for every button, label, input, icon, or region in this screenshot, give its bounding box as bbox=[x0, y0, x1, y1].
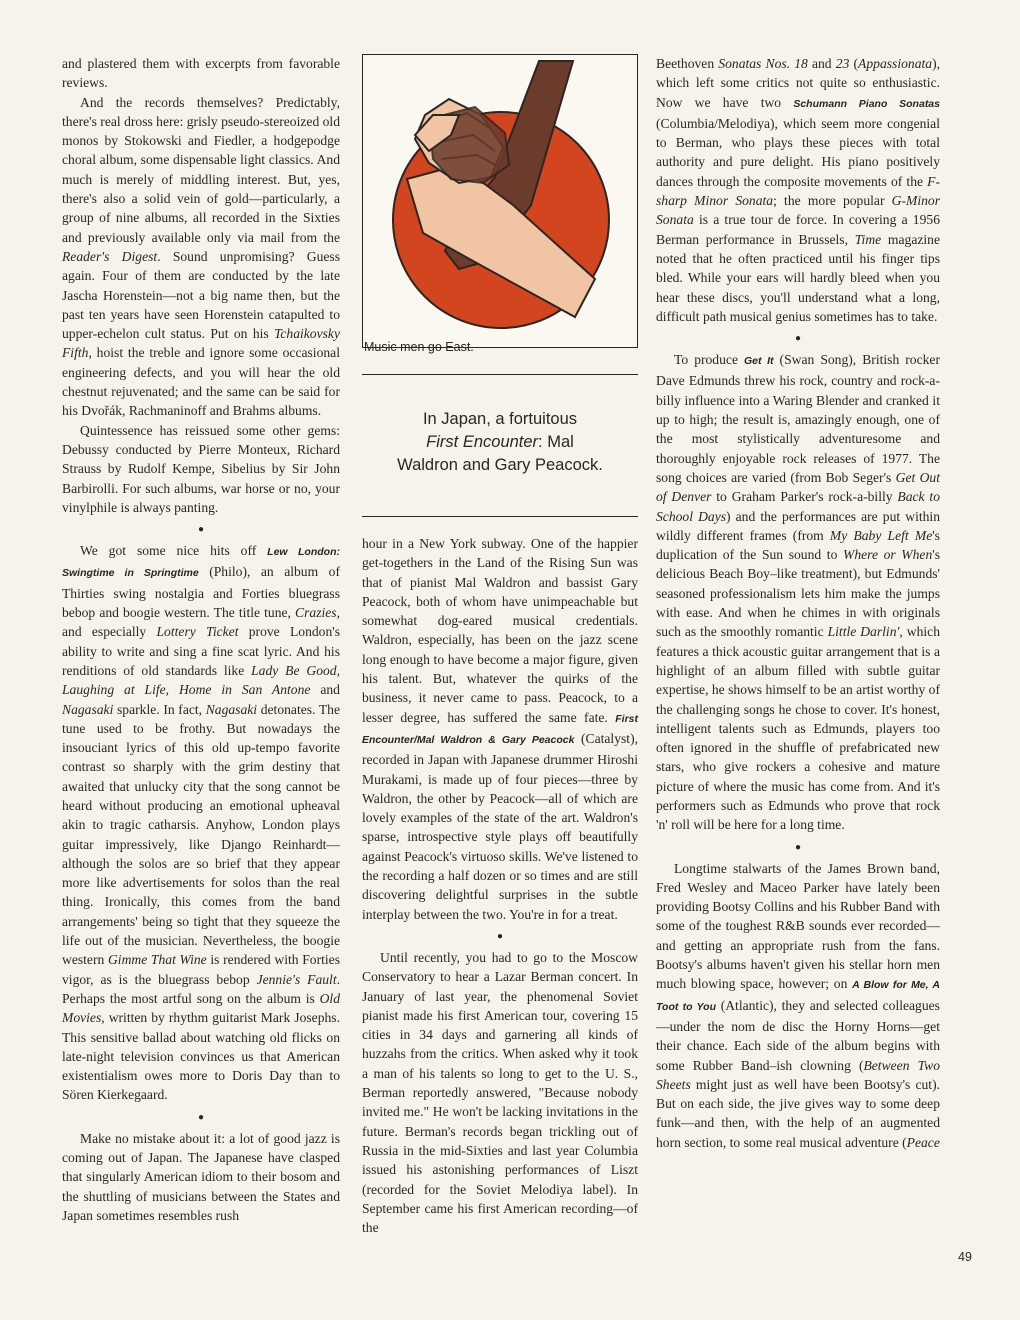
paragraph: Quintessence has reissued some other gems: Debussy conducted by Pierre Monteux, Richard Strauss by Rudolf Kempe, Sibelius by Sir John Barbirolli. For such albums, war horse or no, your vinylphile is always panting. bbox=[62, 422, 340, 515]
pull-quote-line-2: : Mal bbox=[538, 433, 574, 451]
page-number: 49 bbox=[958, 1250, 972, 1264]
illustration-caption: Music men go East. bbox=[364, 340, 474, 354]
article-column-1 bbox=[62, 54, 340, 1225]
article-column-2 bbox=[362, 534, 638, 1237]
paragraph: Longtime stalwarts of the James Brown band, Fred Wesley and Maceo Parker have lately been providing Bootsy Collins and his Rubber Band with some of the toughest R&B sounds ever recorded—and getting an appropriate rush from the fans. Bootsy's albums haven't given his stellar horn men much blowing space, however; on A Blow for Me, A Toot to You (Atlantic), they and selected colleagues—under the nom de disc the Horny Horns—get their chance. Each side of the album begins with some Rubber Band–ish clowning (Between Two Sheets might just as well have been Bootsy's cut). But on each side, the jive gives way to some deep funk—and then, with the help of an augmented horn section, to some real musical adventure (Peace bbox=[656, 860, 940, 1150]
bullet-separator-icon: ● bbox=[197, 524, 205, 536]
paragraph: To produce Get It (Swan Song), British rocker Dave Edmunds threw his rock, country and rock-a-billy influence into a Waring Blender and cranked it up to high; the result is, amazingly enough, one of the most stylistically adventuresome and thoroughly enjoyable rock releases of 1977. The song choices are varied (from Bob Seger's Get Out of Denver to Graham Parker's rock-a-billy Back to School Days) and the performances are put within wildly different frames (from My Baby Left Me's duplication of the Sun sound to Where or When's delicious Beach Boy–like treatment), but Edmunds' seasoned professionalism lets him make the jumps with ease. And when he chimes in with originals such as the smoothly romantic Little Darlin', which features a thick acoustic guitar arrangement that is a highlight of an album filled with subtle guitar expertise, he shows himself to be an artist worthy of the challenging songs he chose to cover. It's honest, intelligent talents such as Edmunds, players too often ignored in the shuffle of prefabricated new stars, who give rockers a cohesive and mature picture of where the music has come from. And it's performers such as Edmunds who prove that rock 'n' roll will be here for a long time. bbox=[656, 352, 941, 833]
paragraph: And the records themselves? Predictably, there's real dross here: grisly pseudo-stereoized old monos by Stokowski and Fiedler, a hodgepodge choral album, some dispensable light classics. And much is merely of middling interest. But, yes, there's also a solid vein of gold—particularly, a group of nine albums, all recorded in the Sixties and previously available only via mail from the Reader's Digest. Sound unpromising? Guess again. Four of them are conducted by the late Jascha Horenstein—not a big name then, but the past ten years have seen Horenstein catapulted to upper-echelon cult status. Put on his Tchaikovsky Fifth, hoist the treble and ignore some occasional engineering defects, and you will hear the old chestnut rejuvenated; and the same can be said for his Dvořák, Rachmaninoff and Brahms albums. bbox=[62, 94, 341, 419]
paragraph: Beethoven Sonatas Nos. 18 and 23 (Appassionata), which left some critics not quite so enthusiastic. Now we have two Schumann Piano Sonatas (Columbia/Melodiya), which seem more congenial to Berman, who plays these pieces with total authority and pure delight. His piano positively dances through the composite movements of the F-sharp Minor Sonata; the more popular G-Minor Sonata is a true tour de force. In covering a 1956 Berman performance in Brussels, Time magazine noted that he often practiced until his finger tips bled. While your ears will hardly bleed when you hear these discs, you'll understand what a long, difficult path musical genius sometimes has to take. bbox=[656, 56, 941, 324]
bullet-separator-icon: ● bbox=[794, 841, 802, 853]
paragraph: and plastered them with excerpts from favorable reviews. bbox=[62, 56, 340, 91]
paragraph: hour in a New York subway. One of the happier get-togethers in the Land of the Rising Sun was that of pianist Mal Waldron and bassist Gary Peacock, both of whom have unimpeachable but somewhat dog-eared musical credentials. Waldron, especially, has been on the jazz scene long enough to have become a major figure, given his talent. But, whatever the quirks of the business, it never came to pass. Peacock, to a lesser degree, has suffered the same fate. First Encounter/Mal Waldron & Gary Peacock (Catalyst), recorded in Japan with Japanese drummer Hiroshi Murakami, is made up of four pieces—three by Waldron, the other by Peacock—all of which are lovely examples of the state of the art. Waldron's sparse, introspective style plays off beautifully against Peacock's virtuoso skills. We've listened to the recording a half dozen or so times and are still discovering delightful surprises in the subtle interplay between the two. You're in for a treat. bbox=[362, 536, 638, 922]
paragraph: Until recently, you had to go to the Moscow Conservatory to hear a Lazar Berman concert. In January of last year, the phenomenal Soviet pianist made his first American tour, covering 15 cities in 34 days and garnering all kinds of huzzahs from the critics. When asked why it took a man of his talents so long to get to the U. S., Berman reportedly answered, "Because nobody invited me." He won't be lacking invitations in the future. Berman's records began trickling out of Russia in the mid-Sixties and last year Columbia issued his astonishing performances of Liszt (recorded for the Soviet Melodiya label). In September came his first American recording—of the bbox=[362, 949, 638, 1236]
pull-quote bbox=[362, 408, 638, 477]
pull-quote-line-1: In Japan, a fortuitous bbox=[422, 410, 578, 428]
article-column-3 bbox=[656, 54, 940, 1152]
bullet-separator-icon: ● bbox=[496, 930, 504, 942]
handshake-illustration bbox=[362, 54, 638, 348]
pull-quote-rule-bottom bbox=[362, 516, 638, 517]
bullet-separator-icon: ● bbox=[794, 333, 802, 345]
pull-quote-rule-top bbox=[362, 374, 638, 375]
pull-quote-title: First Encounter bbox=[426, 433, 539, 451]
bullet-separator-icon: ● bbox=[197, 1111, 205, 1123]
pull-quote-line-3: Waldron and Gary Peacock. bbox=[397, 456, 603, 474]
paragraph: Make no mistake about it: a lot of good jazz is coming out of Japan. The Japanese have clasped that singularly American idiom to their bosom and the shuttling of musicians between the States and Japan sometimes resembles rush bbox=[62, 1130, 340, 1223]
handshake-icon bbox=[363, 55, 637, 347]
paragraph: We got some nice hits off Lew London: Swingtime in Springtime (Philo), an album of Thirties swing nostalgia and Forties bluegrass bebop and boogie western. The title tune, Crazies, and especially Lottery Ticket prove London's ability to write and sing a fine scat lyric. And his renditions of old standards like Lady Be Good, Laughing at Life, Home in San Antone and Nagasaki sparkle. In fact, Nagasaki detonates. The tune used to be frothy. But nowadays the insouciant lyrics of this old up-tempo favorite contrast so sharply with the grim destiny that awaited that unlucky city that the song cannot be heard without producing an emotional upheaval akin to tragic catharsis. Anyhow, London plays guitar impressively, like Django Reinhardt—although the solos are so brief that they appear more like advertisements for solos than the real thing. Ironically, this comes from the band arrangements' being so tight that they squeeze the life out of the musician. Nevertheless, the boogie western Gimme That Wine is rendered with Forties vigor, as is the bluegrass bebop Jennie's Fault. Perhaps the most artful song on the album is Old Movies, written by rhythm guitarist Mark Josephs. This sensitive ballad about watching old flicks on late-night television convinces us that American existentialism owes more to Doris Day than to Sören Kierkegaard. bbox=[62, 543, 341, 1103]
